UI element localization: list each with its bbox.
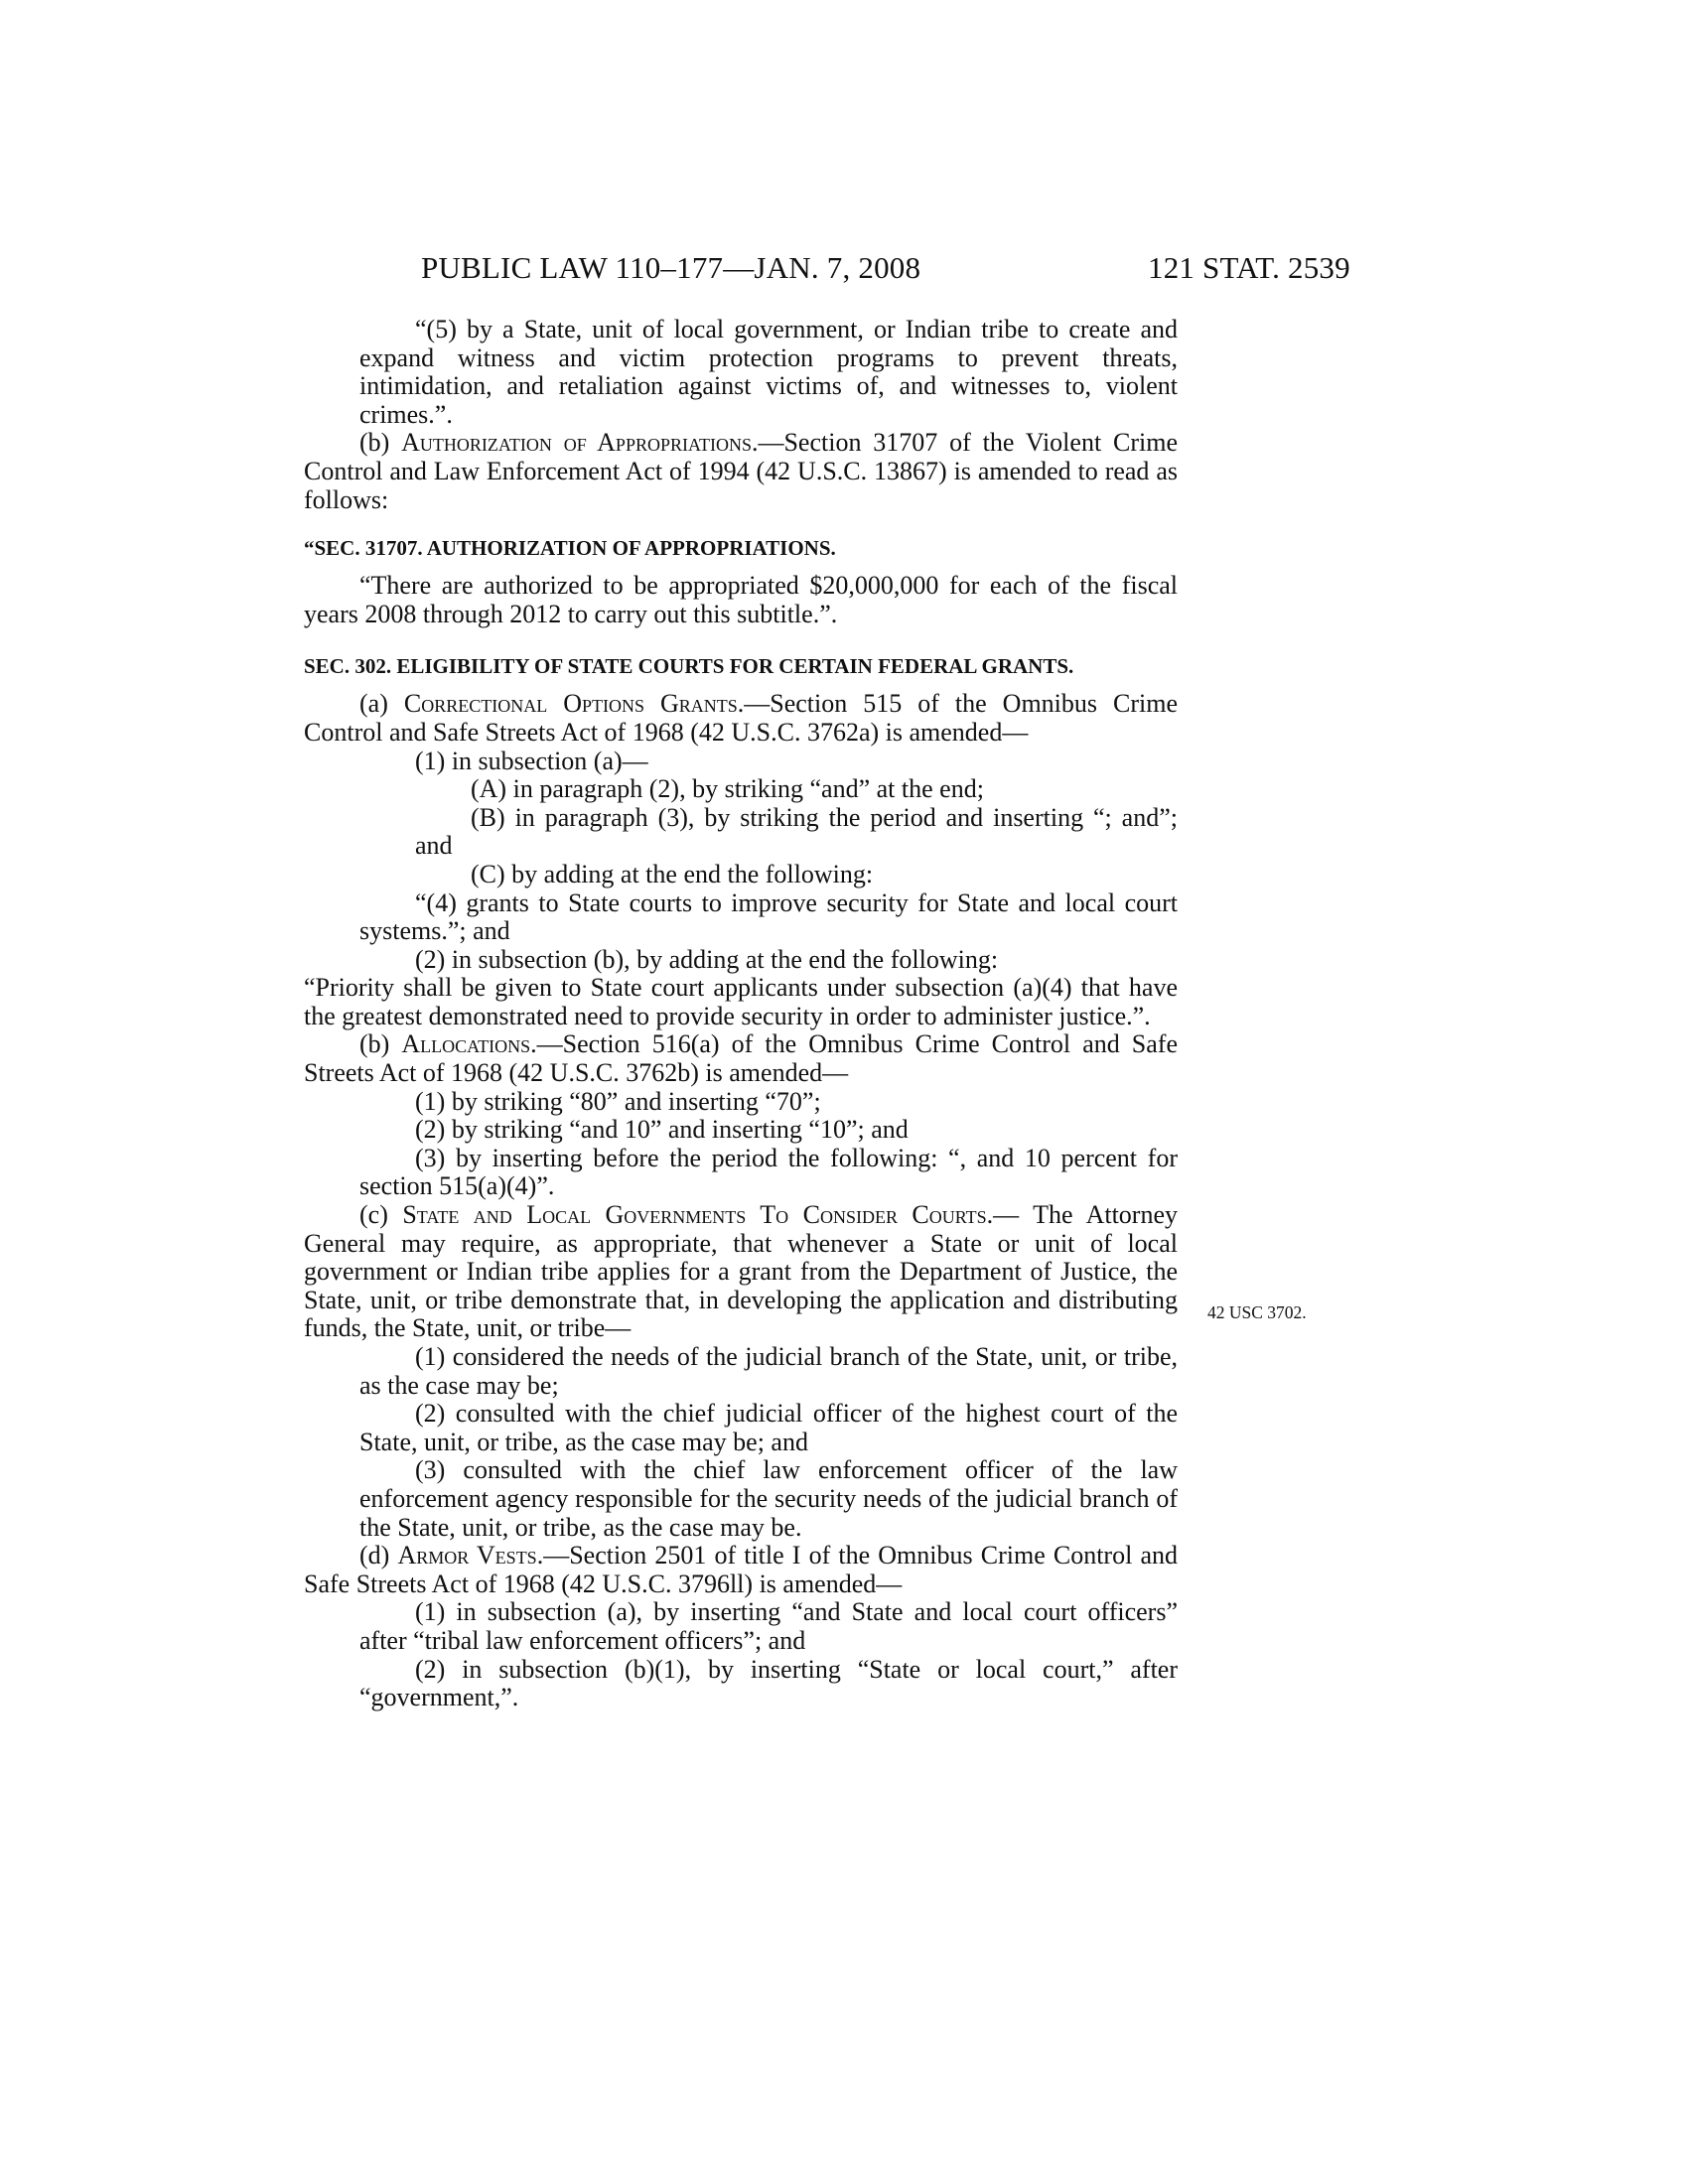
paragraph-a2-quote: “Priority shall be given to State court applicants under subsection (a)(4) that have the greatest demonstrated need to provide security in order to administer justice.”.	[304, 973, 1178, 1030]
section-302-heading: SEC. 302. ELIGIBILITY OF STATE COURTS FOR CERTAIN FEDERAL GRANTS.	[304, 654, 1074, 679]
paragraph-a1: (1) in subsection (a)—	[415, 746, 648, 775]
paragraph-a1C-quote: “(4) grants to State courts to improve security for State and local court systems.”; and	[359, 887, 1178, 946]
paragraph-a1B	[304, 804, 1178, 861]
subsection-text: .—Section 516(a) of the Omnibus Crime Control and Safe Streets Act of 1968 (42 U.S.C. 3762b) is amended—	[304, 1029, 1178, 1088]
running-header-title: PUBLIC LAW 110–177—JAN. 7, 2008	[421, 250, 921, 285]
paragraph-appropriation-amount: “There are authorized to be appropriated $20,000,000 for each of the fiscal years 2008 through 2012 to carry out this subtitle.”.	[304, 571, 1178, 628]
paragraph-b-allocations	[304, 1030, 1178, 1087]
paragraph-d-armor-vests	[304, 1542, 1178, 1598]
subsection-heading: Correctional Options Grants	[403, 689, 738, 719]
subsection-text: .—Section 515 of the Omnibus Crime Control and Safe Streets Act of 1968 (42 U.S.C. 3762a) is amended—	[304, 689, 1178, 747]
subsection-heading: Armor Vests	[397, 1541, 537, 1570]
paragraph-b1: (1) by striking “80” and inserting “70”;	[415, 1086, 821, 1116]
subsection-heading: Allocations	[401, 1029, 531, 1059]
paragraph-d2: (2) in subsection (b)(1), by inserting “State or local court,” after “government,”.	[359, 1654, 1178, 1712]
subsection-text: .— The Attorney General may require, as appropriate, that whenever a State or unit of local government or Indian tribe applies for a grant from the Department of Justice, the State, unit, or tribe demonstrate that, in developing the application and distributing funds, the State, unit, or tribe—	[304, 1200, 1178, 1343]
paragraph-a2: (2) in subsection (b), by adding at the end the following:	[415, 944, 999, 974]
paragraph-c3: (3) consulted with the chief law enforcement officer of the law enforcement agency responsible for the security needs of the judicial branch of the State, unit, or tribe, as the case may be.	[359, 1455, 1178, 1542]
paragraph-c1: (1) considered the needs of the judicial branch of the State, unit, or tribe, as the case may be;	[359, 1342, 1178, 1400]
subsection-heading: State and Local Governments To Consider Courts	[402, 1200, 987, 1230]
page-stat-number: 121 STAT. 2539	[1148, 250, 1350, 285]
paragraph-b3: (3) by inserting before the period the following: “, and 10 percent for section 515(a)(4)”.	[359, 1143, 1178, 1201]
paragraph-b2: (2) by striking “and 10” and inserting “10”; and	[415, 1115, 909, 1145]
paragraph-a1A: (A) in paragraph (2), by striking “and” at the end;	[471, 774, 984, 804]
paragraph-a1B-text: (B) in paragraph (3), by striking the period and inserting “; and”; and	[415, 802, 1178, 861]
subsection-label: (b)	[359, 1029, 402, 1059]
subsection-label: (b)	[359, 428, 402, 458]
paragraph-d1: (1) in subsection (a), by inserting “and State and local court officers” after “tribal law enforcement officers”; and	[359, 1597, 1178, 1655]
subsection-heading: Authorization of Appropriations	[401, 428, 752, 458]
paragraph-c-state-local	[304, 1201, 1178, 1343]
section-31707-heading: “SEC. 31707. AUTHORIZATION OF APPROPRIATIONS.	[304, 536, 836, 561]
margin-citation-note: 42 USC 3702.	[1207, 1302, 1307, 1322]
paragraph-a-correctional	[304, 690, 1178, 747]
paragraph-a1C: (C) by adding at the end the following:	[471, 859, 874, 888]
subsection-label: (d)	[359, 1541, 398, 1570]
paragraph-b-authorization	[304, 429, 1178, 514]
subsection-label: (a)	[359, 689, 404, 719]
subsection-text: .—Section 31707 of the Violent Crime Control and Law Enforcement Act of 1994 (42 U.S.C. 13867) is amended to read as follows:	[304, 428, 1178, 514]
subsection-label: (c)	[359, 1200, 403, 1230]
paragraph-quoted-5: “(5) by a State, unit of local government, or Indian tribe to create and expand witness and victim protection programs to prevent threats, intimidation, and retaliation against victims of, and witnesses to, violent crimes.”.	[359, 315, 1178, 429]
document-body	[304, 316, 1178, 1712]
paragraph-c2: (2) consulted with the chief judicial officer of the highest court of the State, unit, or tribe, as the case may be; and	[359, 1399, 1178, 1456]
subsection-text: .—Section 2501 of title I of the Omnibus Crime Control and Safe Streets Act of 1968 (42 U.S.C. 3796ll) is amended—	[304, 1541, 1178, 1598]
